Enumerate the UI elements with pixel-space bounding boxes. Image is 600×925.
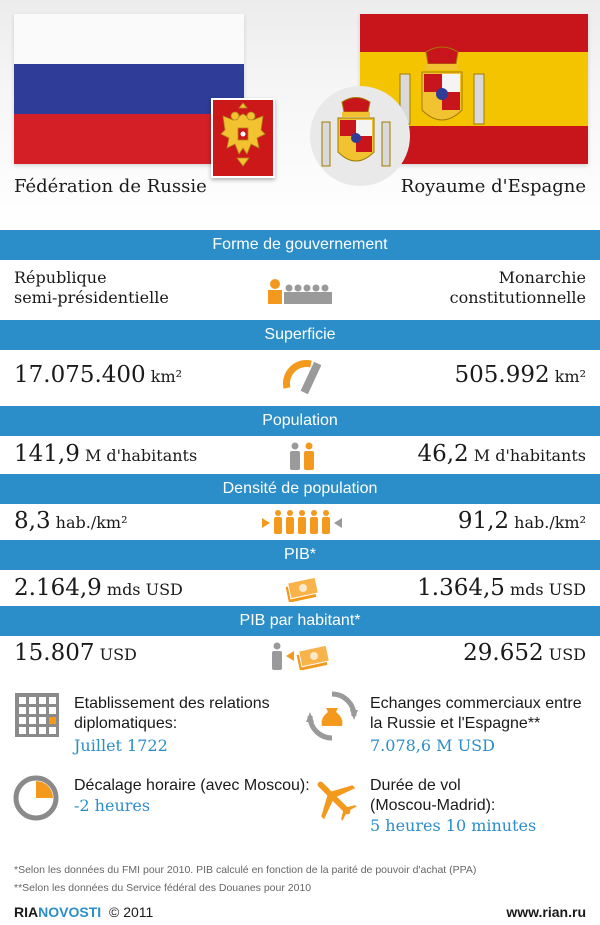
trade-value: 7.078,6 M USD [370, 736, 495, 755]
copyright: © 2011 [109, 904, 154, 920]
government-left-line1: République [14, 268, 107, 287]
diplomatic-line2: diplomatiques: [74, 715, 178, 732]
gdp-per-capita-right-value: 29.652 [463, 640, 544, 666]
area-right-value: 505.992 [454, 362, 550, 388]
country-name-spain: Royaume d'Espagne [400, 176, 586, 197]
clock-icon [12, 774, 60, 822]
density-left-unit: hab./km² [55, 513, 128, 532]
gdp-per-capita-left-value: 15.807 [14, 640, 95, 666]
population-right-unit: M d'habitants [473, 446, 586, 465]
population-left [14, 441, 197, 467]
parliament-icon [266, 276, 334, 304]
gdp-row [0, 570, 600, 608]
brand-ria: RIA [14, 904, 39, 920]
gdp-per-capita-right [463, 640, 586, 666]
diplomatic-value: Juillet 1722 [74, 736, 168, 755]
government-right-line1: Monarchie [498, 268, 586, 287]
density-left-value: 8,3 [14, 508, 51, 534]
population-right-value: 46,2 [417, 441, 469, 467]
section-title-density: Densité de population [0, 474, 600, 504]
people-icon [288, 442, 316, 470]
trade-line2: la Russie et l'Espagne** [370, 715, 541, 732]
trade-exchange-icon [306, 690, 358, 742]
section-title-gdp-per-capita: PIB par habitant* [0, 606, 600, 636]
flight-line2: (Moscou-Madrid): [370, 797, 496, 814]
density-left [14, 508, 128, 534]
government-left-line2: semi-présidentielle [14, 288, 169, 307]
gdp-right-unit: mds USD [510, 580, 586, 599]
government-right [450, 268, 586, 308]
footnote-2: **Selon les données du Service fédéral des Douanes pour 2010 [14, 882, 312, 894]
site-url[interactable]: www.rian.ru [506, 904, 586, 920]
gdp-per-capita-right-unit: USD [548, 645, 586, 664]
population-left-unit: M d'habitants [84, 446, 198, 465]
diplomatic-line1: Etablissement des relations [74, 695, 270, 712]
area-left-value: 17.075.400 [14, 362, 146, 388]
section-title-area: Superficie [0, 320, 600, 350]
spain-coat-of-arms-icon [320, 96, 392, 180]
area-left [14, 362, 182, 388]
government-right-line2: constitutionnelle [449, 288, 586, 307]
government-left [14, 268, 169, 308]
header [0, 0, 600, 230]
flight-title [370, 776, 495, 816]
area-left-unit: km² [150, 367, 183, 386]
population-right [417, 441, 586, 467]
area-row [0, 350, 600, 404]
crowd-density-icon [262, 510, 342, 536]
brand-novosti: NOVOSTI [38, 904, 102, 920]
trade-title [370, 694, 582, 734]
measure-icon [281, 358, 321, 398]
population-left-value: 141,9 [14, 441, 80, 467]
airplane-icon [310, 774, 358, 822]
russia-flag [14, 14, 244, 164]
area-right-unit: km² [554, 367, 586, 386]
population-row [0, 436, 600, 474]
gdp-per-capita-row [0, 636, 600, 676]
gdp-per-capita-left-unit: USD [99, 645, 137, 664]
gdp-right [417, 575, 586, 601]
section-title-gdp: PIB* [0, 540, 600, 570]
timezone-value: -2 heures [74, 796, 151, 815]
gdp-left-unit: mds USD [106, 580, 183, 599]
density-right-value: 91,2 [457, 508, 510, 534]
country-name-russia: Fédération de Russie [14, 176, 207, 197]
trade-line1: Echanges commerciaux entre [370, 695, 582, 712]
area-right [455, 362, 587, 388]
flight-value: 5 heures 10 minutes [370, 816, 537, 835]
flight-line1: Durée de vol [370, 777, 461, 794]
density-right [458, 508, 586, 534]
section-title-population: Population [0, 406, 600, 436]
government-row [0, 264, 600, 320]
gdp-per-capita-left [14, 640, 137, 666]
brand-logo [14, 904, 153, 920]
person-money-icon [270, 642, 332, 670]
density-row [0, 504, 600, 540]
calendar-icon [14, 692, 60, 738]
timezone-title: Décalage horaire (avec Moscou): [74, 777, 310, 794]
footnote-1: *Selon les données du FMI pour 2010. PIB calculé en fonction de la parité de pouvoir d'achat (PPA) [14, 864, 477, 876]
gdp-right-value: 1.364,5 [417, 575, 505, 601]
money-icon [285, 576, 319, 602]
gdp-left [14, 575, 183, 601]
diplomatic-title [74, 694, 270, 734]
spain-flag-coat-of-arms-icon [396, 44, 488, 144]
density-right-unit: hab./km² [514, 513, 586, 532]
footer [0, 902, 600, 925]
gdp-left-value: 2.164,9 [14, 575, 102, 601]
section-title-government: Forme de gouvernement [0, 230, 600, 260]
russia-coat-of-arms-icon [211, 98, 275, 178]
